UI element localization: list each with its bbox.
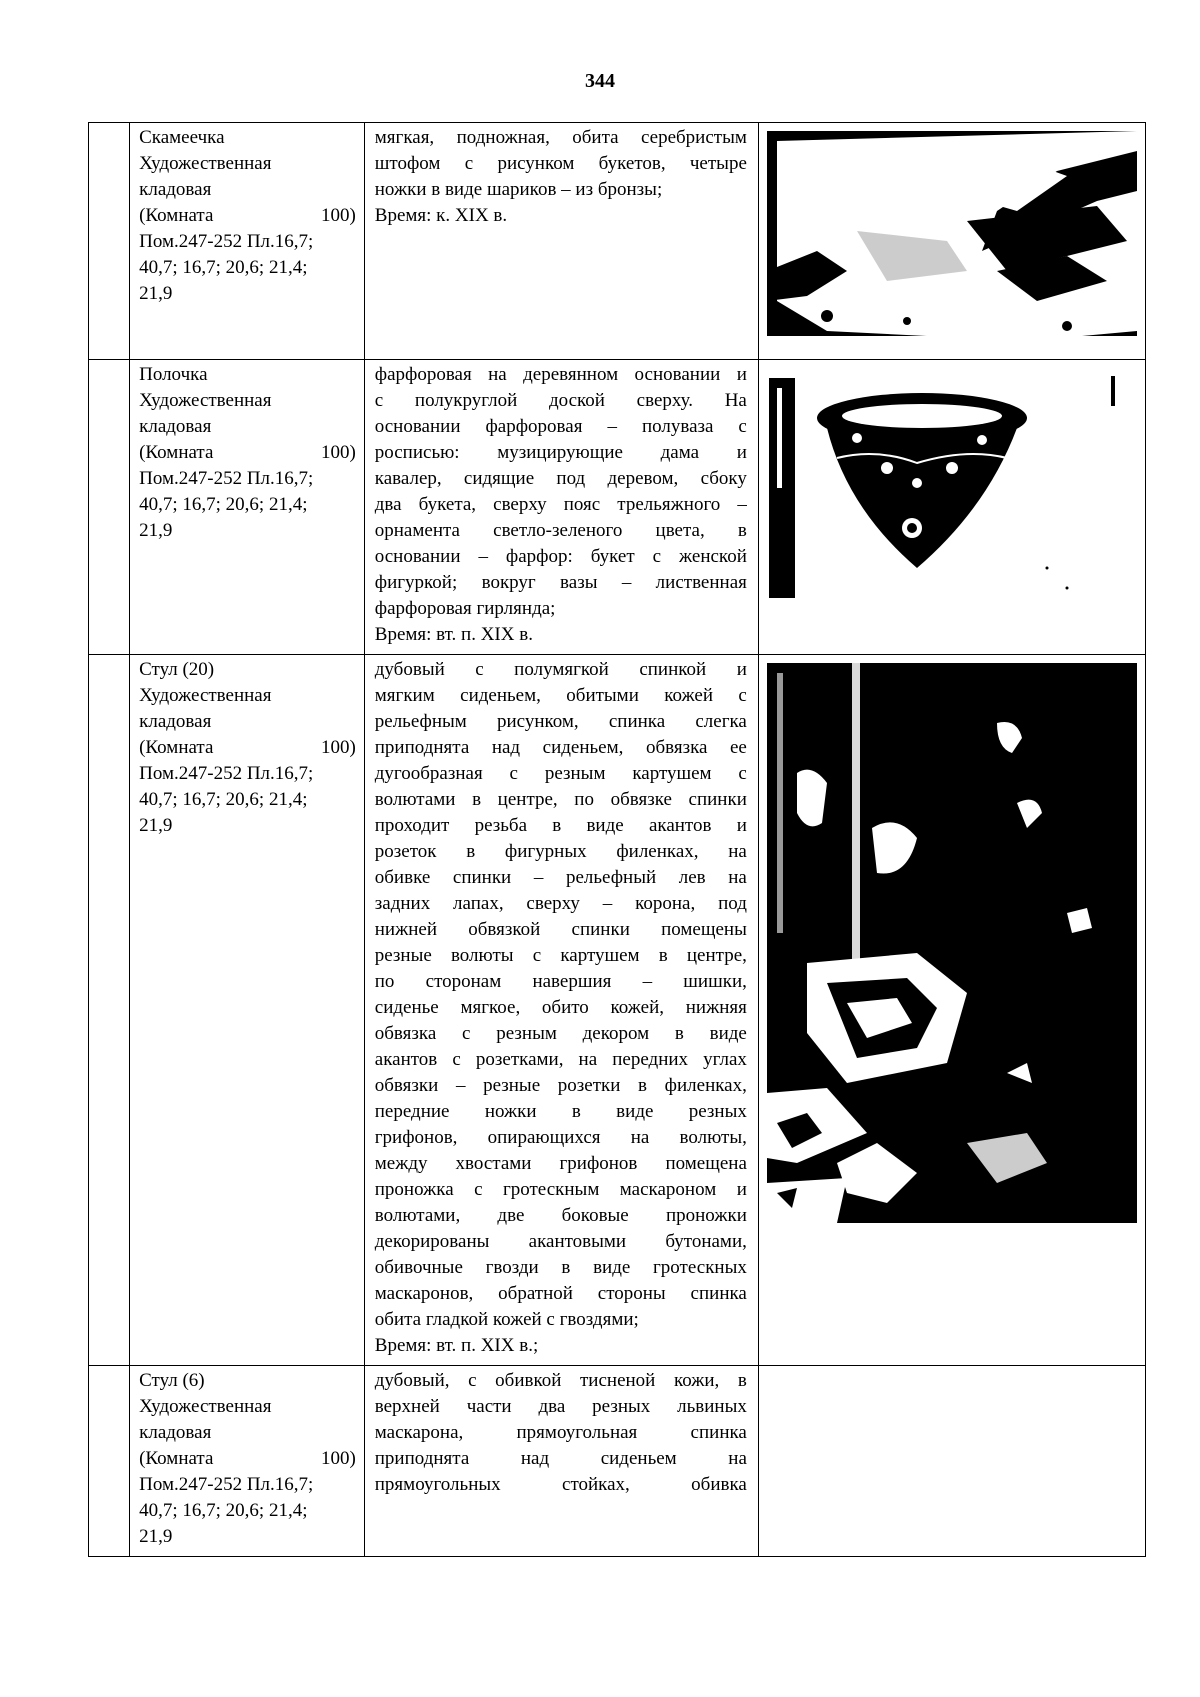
description-line: обита гладкой кожей с гвоздями; <box>374 1309 639 1330</box>
department-sub: кладовая <box>139 711 212 732</box>
row-number-cell <box>89 123 130 360</box>
item-name: Стул (20) <box>139 659 215 680</box>
areas-cont: 21,9 <box>139 520 173 541</box>
description-line: приподнята над сиденьем, обвязка ее <box>374 737 747 758</box>
room-line <box>139 203 356 229</box>
description-line: акантов с розетками, на передних углах <box>374 1049 747 1070</box>
catalog-table <box>88 122 1146 1557</box>
photo-cell <box>758 1366 1145 1557</box>
description-line: орнамента светло-зеленого цвета, в <box>374 520 747 541</box>
description-line: волютами в центре, по обвязке спинки <box>374 789 747 810</box>
department: Художественная <box>139 390 272 411</box>
department: Художественная <box>139 685 272 706</box>
description-line: основании – фарфор: букет с женской <box>374 546 747 567</box>
areas-cont: 21,9 <box>139 815 173 836</box>
footstool-photo <box>767 131 1137 353</box>
description-line: проножка с гротескным маскароном и <box>374 1179 747 1200</box>
description-line: резные волюты с картушем в центре, <box>374 945 747 966</box>
description-line: сиденье мягкое, обито кожей, нижняя <box>374 997 747 1018</box>
item-name: Скамеечка <box>139 127 225 148</box>
row-number-cell <box>89 360 130 655</box>
description-line: два букета, сверху пояс трельяжного – <box>374 494 747 515</box>
description-line: ножки в виде шариков – из бронзы; <box>374 179 663 200</box>
photo-cell <box>758 123 1145 360</box>
department: Художественная <box>139 153 272 174</box>
photo-cell <box>758 360 1145 655</box>
description-line: обивочные гвозди в виде гротескных <box>374 1257 747 1278</box>
description-line: фарфоровая на деревянном основании и <box>374 364 747 385</box>
chair-photo <box>767 663 1137 1223</box>
description-line: дубовый с полумягкой спинкой и <box>374 659 747 680</box>
description-line: дубовый, с обивкой тисненой кожи, в <box>374 1370 747 1391</box>
description-cell <box>364 360 758 655</box>
time-period: Время: к. XIX в. <box>374 205 508 226</box>
description-line: прямоугольных стойках, обивка <box>374 1474 747 1495</box>
room-label: (Комната <box>139 737 214 758</box>
description-line: между хвостами грифонов помещена <box>374 1153 747 1174</box>
premises: Пом.247-252 Пл.16,7; <box>139 1474 314 1495</box>
table-row <box>89 655 1146 1366</box>
time-period: Время: вт. п. XIX в.; <box>374 1335 539 1356</box>
areas-cont: 21,9 <box>139 283 173 304</box>
description-line: кавалер, сидящие под деревом, сбоку <box>374 468 747 489</box>
description-cell <box>364 655 758 1366</box>
premises: Пом.247-252 Пл.16,7; <box>139 468 314 489</box>
description-line: передние ножки в виде резных <box>374 1101 747 1122</box>
description-line: розеток в фигурных филенках, на <box>374 841 747 862</box>
room-label: (Комната <box>139 1448 214 1469</box>
room-line <box>139 735 356 761</box>
description-line: волютами, две боковые проножки <box>374 1205 747 1226</box>
time-period: Время: вт. п. XIX в. <box>374 624 533 645</box>
description-line: фарфоровая гирлянда; <box>374 598 556 619</box>
description-line: приподнята над сиденьем на <box>374 1448 747 1469</box>
description-line: маскаронов, обратной стороны спинка <box>374 1283 747 1304</box>
item-name-cell <box>130 655 365 1366</box>
item-name: Полочка <box>139 364 208 385</box>
areas-cont: 21,9 <box>139 1526 173 1547</box>
description-line: росписью: музицирующие дама и <box>374 442 747 463</box>
department-sub: кладовая <box>139 179 212 200</box>
description-line: рельефным рисунком, спинка слегка <box>374 711 747 732</box>
description-line: декорированы акантовыми бутонами, <box>374 1231 747 1252</box>
areas: 40,7; 16,7; 20,6; 21,4; <box>139 1500 308 1521</box>
room-line <box>139 1446 356 1472</box>
description-line: верхней части два резных львиных <box>374 1396 747 1417</box>
description-line: проходит резьба в виде акантов и <box>374 815 747 836</box>
item-name-cell <box>130 123 365 360</box>
description-line: фигуркой; вокруг вазы – лиственная <box>374 572 747 593</box>
page-number: 344 <box>585 70 615 92</box>
description-line: нижней обвязкой спинки помещены <box>374 919 747 940</box>
shelf-photo <box>767 368 1137 598</box>
item-name: Стул (6) <box>139 1370 205 1391</box>
description-line: мягким сиденьем, обитыми кожей с <box>374 685 747 706</box>
table-row <box>89 123 1146 360</box>
table-row <box>89 360 1146 655</box>
description-line: обвязки – резные розетки в филенках, <box>374 1075 747 1096</box>
room-number: 100) <box>320 737 356 758</box>
description-line: мягкая, подножная, обита серебристым <box>374 127 747 148</box>
description-line: дугообразная с резным картушем с <box>374 763 747 784</box>
description-line: с полукруглой доской сверху. На <box>374 390 747 411</box>
room-number: 100) <box>320 442 356 463</box>
department-sub: кладовая <box>139 1422 212 1443</box>
description-cell <box>364 123 758 360</box>
description-line: маскарона, прямоугольная спинка <box>374 1422 747 1443</box>
table-row <box>89 1366 1146 1557</box>
description-line: задних лапах, сверху – корона, под <box>374 893 747 914</box>
room-label: (Комната <box>139 442 214 463</box>
description-line: по сторонам навершия – шишки, <box>374 971 747 992</box>
description-line: обивке спинки – рельефный лев на <box>374 867 747 888</box>
photo-cell <box>758 655 1145 1366</box>
areas: 40,7; 16,7; 20,6; 21,4; <box>139 789 308 810</box>
areas: 40,7; 16,7; 20,6; 21,4; <box>139 257 308 278</box>
areas: 40,7; 16,7; 20,6; 21,4; <box>139 494 308 515</box>
description-line: обвязка с резным декором в виде <box>374 1023 747 1044</box>
row-number-cell <box>89 1366 130 1557</box>
premises: Пом.247-252 Пл.16,7; <box>139 231 314 252</box>
room-label: (Комната <box>139 205 214 226</box>
item-name-cell <box>130 360 365 655</box>
department: Художественная <box>139 1396 272 1417</box>
department-sub: кладовая <box>139 416 212 437</box>
description-line: штофом с рисунком букетов, четыре <box>374 153 747 174</box>
row-number-cell <box>89 655 130 1366</box>
description-line: основании фарфоровая – полуваза с <box>374 416 747 437</box>
item-name-cell <box>130 1366 365 1557</box>
premises: Пом.247-252 Пл.16,7; <box>139 763 314 784</box>
room-number: 100) <box>320 205 356 226</box>
description-cell <box>364 1366 758 1557</box>
room-line <box>139 440 356 466</box>
room-number: 100) <box>320 1448 356 1469</box>
description-line: грифонов, опирающихся на волюты, <box>374 1127 747 1148</box>
